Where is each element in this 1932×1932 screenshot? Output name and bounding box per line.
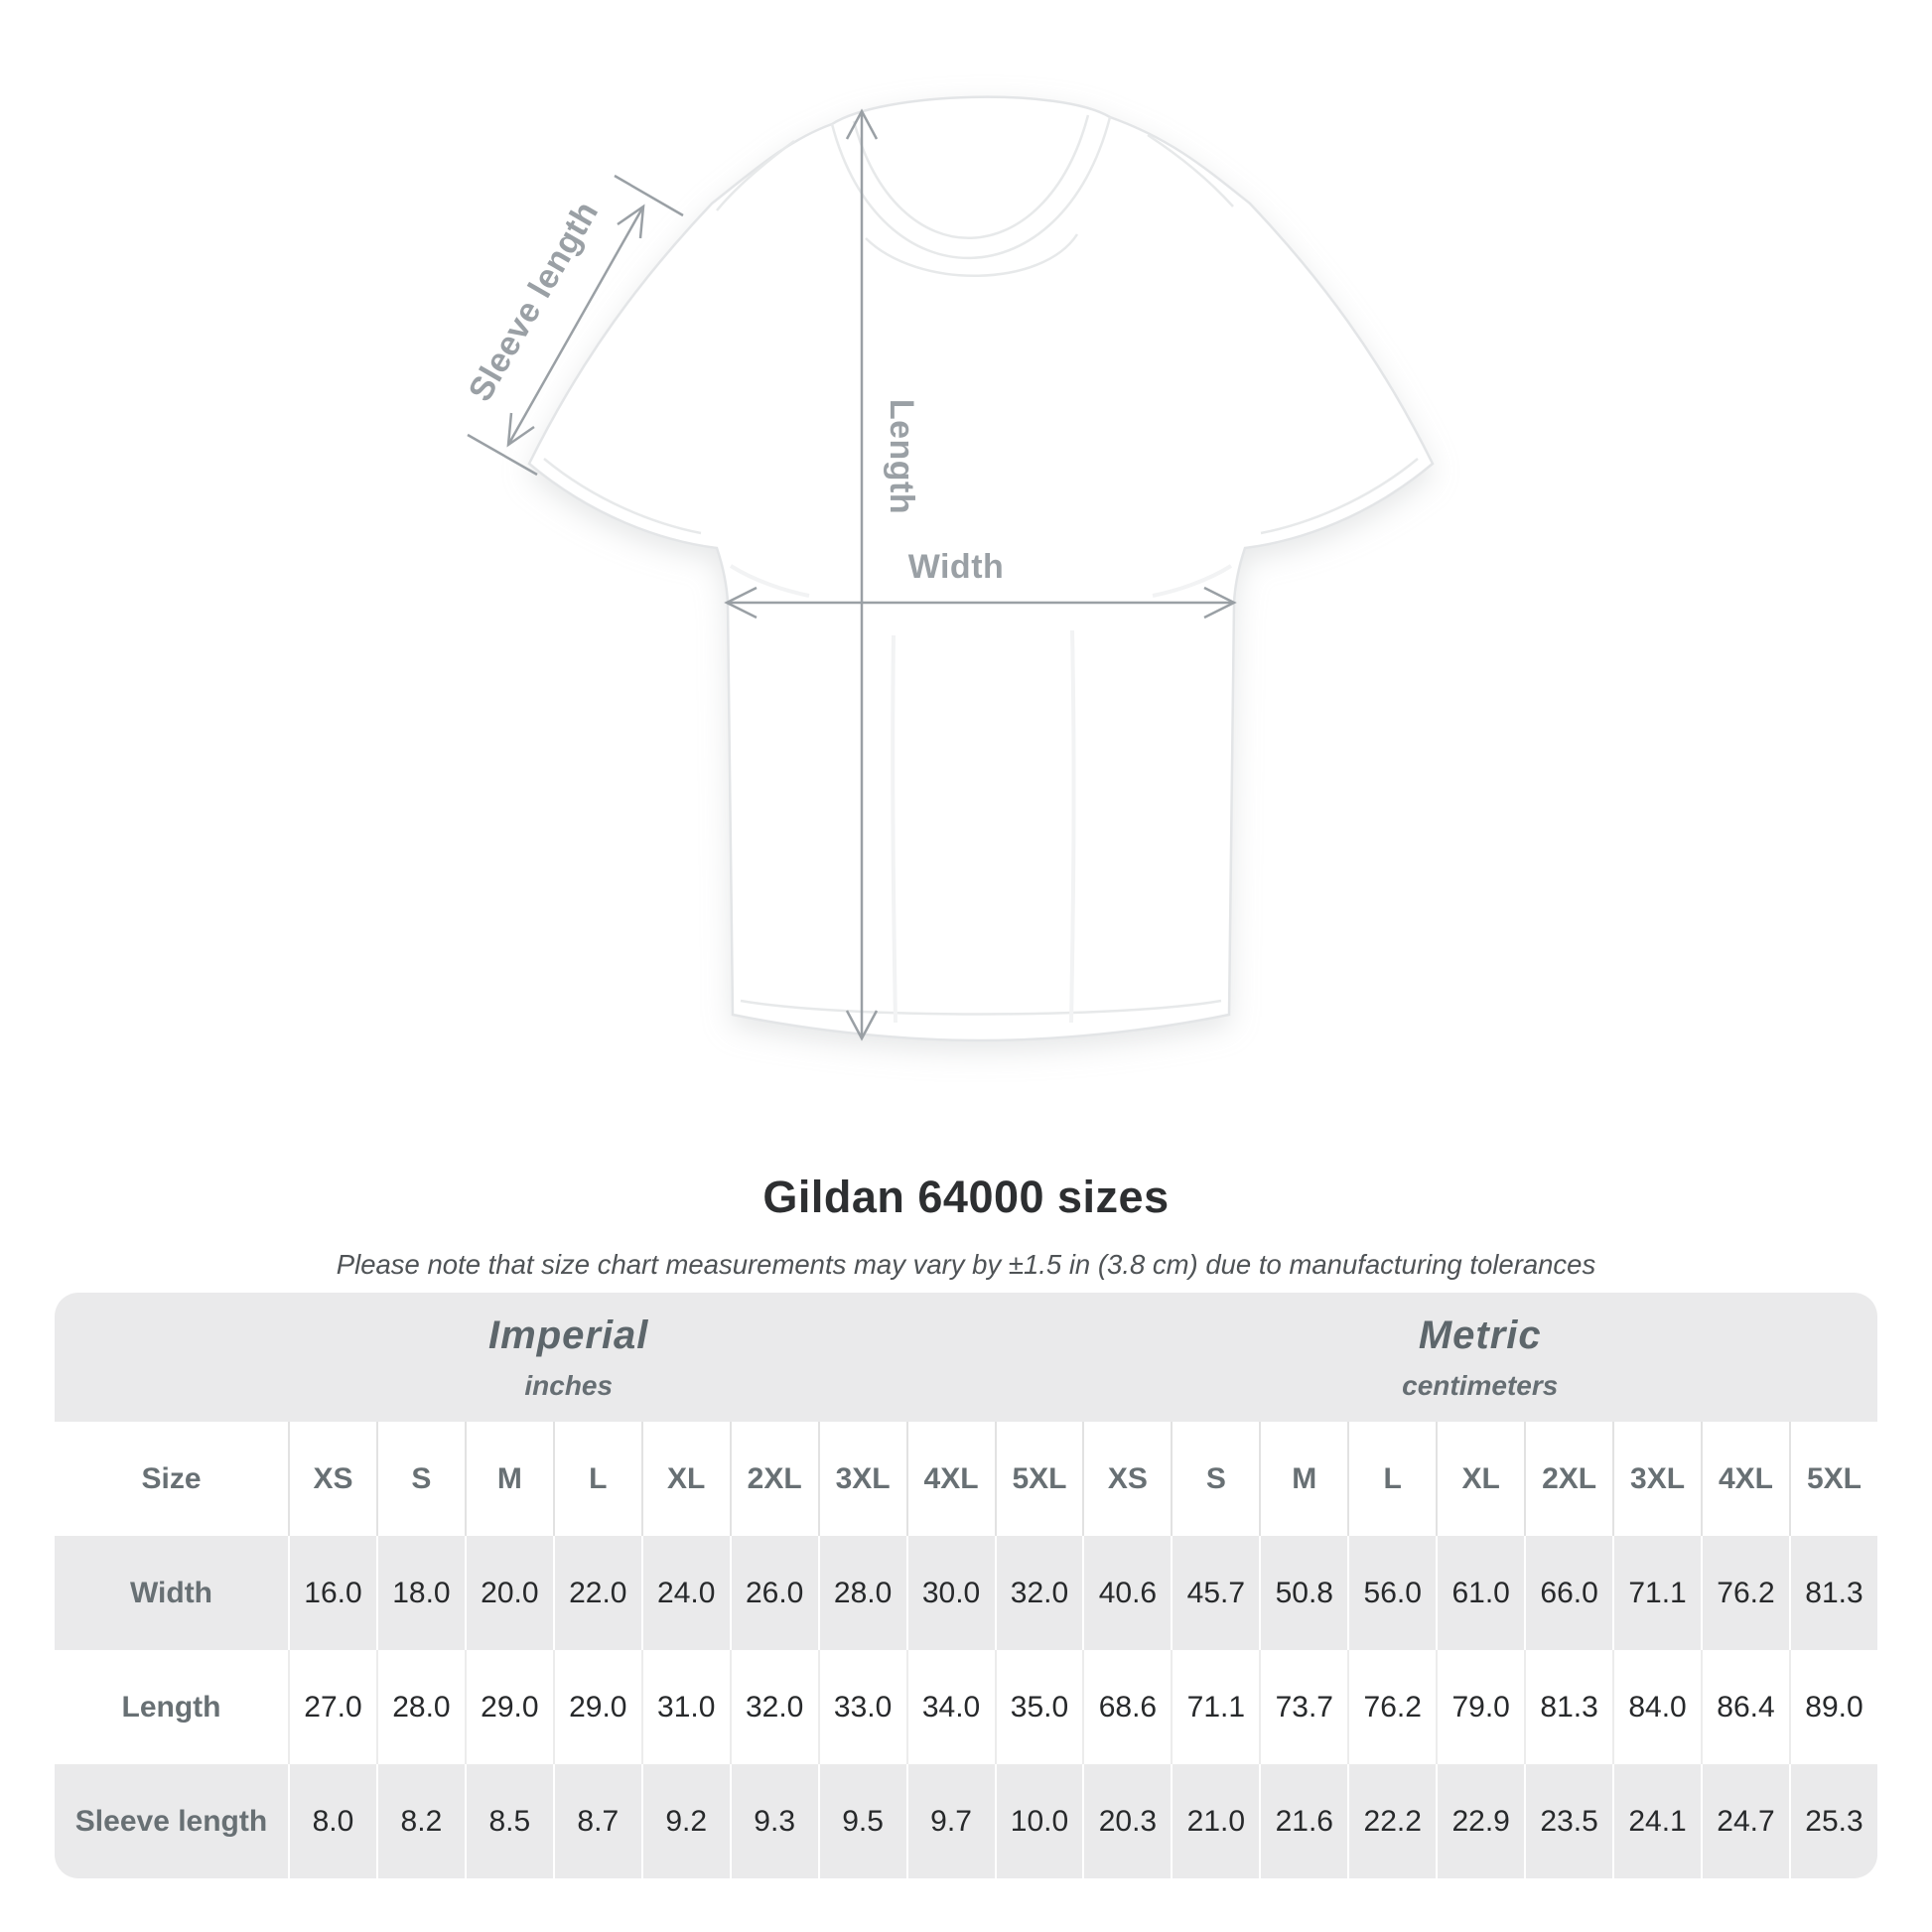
size-cell: 32.0	[995, 1536, 1083, 1650]
size-cell: 22.0	[553, 1536, 641, 1650]
page-subtitle: Please note that size chart measurements may vary by ±1.5 in (3.8 cm) due to manufacturing tolerances	[336, 1249, 1596, 1280]
size-cell: 26.0	[730, 1536, 818, 1650]
size-cell: 29.0	[553, 1650, 641, 1764]
size-cell: 10.0	[995, 1764, 1083, 1878]
size-col-header: XS	[1082, 1422, 1171, 1536]
size-cell: 20.0	[465, 1536, 553, 1650]
sleeve-length-label: Sleeve length	[461, 195, 607, 408]
imperial-unit: inches	[524, 1369, 614, 1401]
size-cell: 22.9	[1436, 1764, 1524, 1878]
width-row	[55, 1536, 1877, 1650]
size-cell: 61.0	[1436, 1536, 1524, 1650]
size-col-header: 4XL	[1701, 1422, 1789, 1536]
size-cell: 8.5	[465, 1764, 553, 1878]
size-col-header: L	[1347, 1422, 1436, 1536]
size-cell: 81.3	[1524, 1650, 1612, 1764]
size-cell: 9.7	[906, 1764, 995, 1878]
sleeve-length-start-tick	[468, 435, 537, 475]
size-cell: 89.0	[1789, 1650, 1877, 1764]
size-table	[55, 1293, 1877, 1878]
size-cell: 68.6	[1082, 1650, 1171, 1764]
size-cell: 71.1	[1612, 1536, 1701, 1650]
size-col-header: 2XL	[1524, 1422, 1612, 1536]
size-col-header: 5XL	[1789, 1422, 1877, 1536]
size-col-header: 3XL	[818, 1422, 906, 1536]
metric-group-header	[1082, 1293, 1877, 1422]
size-cell: 23.5	[1524, 1764, 1612, 1878]
size-col-header: XL	[1436, 1422, 1524, 1536]
size-cell: 79.0	[1436, 1650, 1524, 1764]
size-cell: 31.0	[641, 1650, 730, 1764]
metric-unit: centimeters	[1402, 1369, 1559, 1401]
length-row	[55, 1650, 1877, 1764]
size-col-header: 4XL	[906, 1422, 995, 1536]
size-col-header: S	[376, 1422, 465, 1536]
imperial-group-header	[55, 1293, 1082, 1422]
size-cell: 33.0	[818, 1650, 906, 1764]
size-cell: 9.2	[641, 1764, 730, 1878]
metric-title: Metric	[1418, 1312, 1542, 1357]
size-cell: 24.0	[641, 1536, 730, 1650]
size-cell: 27.0	[288, 1650, 376, 1764]
size-cell: 21.0	[1171, 1764, 1259, 1878]
size-cell: 9.3	[730, 1764, 818, 1878]
size-cell: 24.1	[1612, 1764, 1701, 1878]
size-cell: 32.0	[730, 1650, 818, 1764]
size-cell: 29.0	[465, 1650, 553, 1764]
size-cell: 21.6	[1259, 1764, 1347, 1878]
width-label: Width	[907, 548, 1005, 586]
size-header-row	[55, 1422, 1877, 1536]
sleeve-length-end-tick	[615, 176, 683, 215]
size-col-header: L	[553, 1422, 641, 1536]
size-cell: 76.2	[1347, 1650, 1436, 1764]
size-cell: 24.7	[1701, 1764, 1789, 1878]
size-cell: 76.2	[1701, 1536, 1789, 1650]
page-title: Gildan 64000 sizes	[762, 1172, 1170, 1222]
size-cell: 45.7	[1171, 1536, 1259, 1650]
size-cell: 9.5	[818, 1764, 906, 1878]
size-cell: 30.0	[906, 1536, 995, 1650]
size-col-header: 2XL	[730, 1422, 818, 1536]
size-cell: 66.0	[1524, 1536, 1612, 1650]
size-cell: 81.3	[1789, 1536, 1877, 1650]
row-label: Width	[55, 1536, 288, 1650]
size-cell: 28.0	[818, 1536, 906, 1650]
row-label: Length	[121, 1690, 221, 1724]
size-cell: 8.7	[553, 1764, 641, 1878]
sleeve-length-row	[55, 1764, 1877, 1878]
size-col-header: 5XL	[995, 1422, 1083, 1536]
length-label: Length	[883, 398, 920, 515]
imperial-title: Imperial	[488, 1312, 649, 1357]
size-table-container	[55, 1293, 1877, 1878]
size-cell: 20.3	[1082, 1764, 1171, 1878]
size-cell: 86.4	[1701, 1650, 1789, 1764]
size-cell: 34.0	[906, 1650, 995, 1764]
size-cell: 71.1	[1171, 1650, 1259, 1764]
size-cell: 56.0	[1347, 1536, 1436, 1650]
size-cell: 8.0	[288, 1764, 376, 1878]
size-cell: 16.0	[288, 1536, 376, 1650]
size-col-header: M	[465, 1422, 553, 1536]
size-cell: 84.0	[1612, 1650, 1701, 1764]
size-cell: 8.2	[376, 1764, 465, 1878]
row-label: Sleeve length	[55, 1764, 288, 1878]
size-cell: 22.2	[1347, 1764, 1436, 1878]
size-cell: 18.0	[376, 1536, 465, 1650]
size-cell: 40.6	[1082, 1536, 1171, 1650]
size-col-header: S	[1171, 1422, 1259, 1536]
size-cell: 50.8	[1259, 1536, 1347, 1650]
size-col-header: M	[1259, 1422, 1347, 1536]
size-col-header: XL	[641, 1422, 730, 1536]
size-col-header: XS	[288, 1422, 376, 1536]
size-cell: 25.3	[1789, 1764, 1877, 1878]
size-corner-label: Size	[55, 1422, 288, 1536]
size-cell: 28.0	[376, 1650, 465, 1764]
size-cell: 35.0	[995, 1650, 1083, 1764]
size-col-header: 3XL	[1612, 1422, 1701, 1536]
unit-group-row	[55, 1293, 1877, 1422]
size-cell: 73.7	[1259, 1650, 1347, 1764]
